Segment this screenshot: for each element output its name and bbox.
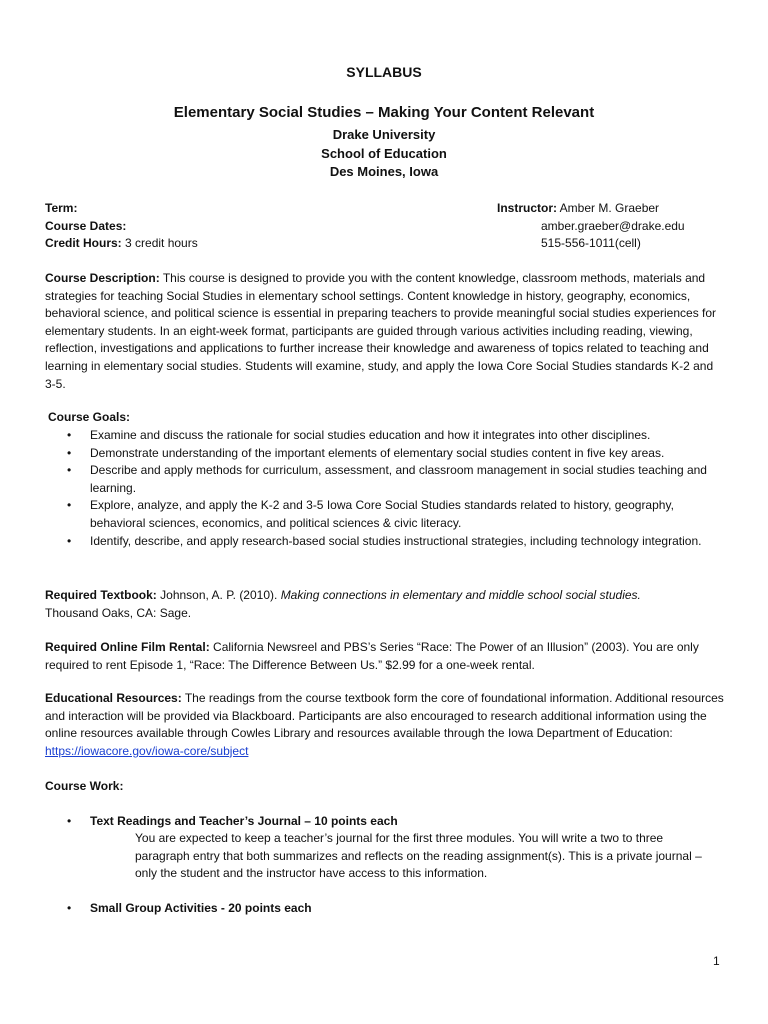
course-goals-list: [45, 427, 725, 550]
resources-text: The readings from the course textbook form the core of foundational information. Additional resources and interaction will be provided via Blackboard. Participants are also encouraged to research additional information using the online resources available through Cowles Library and resources available through the Iowa Department of Education:: [45, 691, 724, 741]
bullet-icon: •: [67, 498, 72, 513]
textbook-citation: Johnson, A. P. (2010).: [160, 588, 278, 602]
goal-text: Explore, analyze, and apply the K-2 and 3-5 Iowa Core Social Studies standards related to history, geography, behavioral sciences, economics, and political sciences & civic literacy.: [90, 498, 674, 530]
textbook-title: Making connections in elementary and middle school social studies.: [280, 588, 641, 602]
textbook-label: Required Textbook:: [45, 588, 157, 602]
textbook-publisher: Thousand Oaks, CA: Sage.: [45, 605, 192, 620]
coursework-item-journal: Text Readings and Teacher’s Journal – 10 points each: [90, 814, 398, 828]
list-item: [45, 462, 725, 497]
instructor-name: Amber M. Graeber: [559, 201, 660, 215]
syllabus-heading: SYLLABUS: [346, 64, 422, 80]
list-item: [45, 497, 725, 532]
bullet-icon: •: [67, 463, 72, 478]
course-dates-label: Course Dates:: [45, 219, 127, 233]
educational-resources: [45, 690, 725, 760]
credit-hours-value: 3 credit hours: [125, 236, 198, 250]
goal-text: Identify, describe, and apply research-based social studies instructional strategies, including technology integration.: [90, 533, 702, 548]
list-item: [45, 427, 725, 445]
bullet-icon: •: [67, 901, 72, 915]
bullet-icon: •: [67, 533, 72, 548]
list-item: [45, 533, 725, 551]
coursework-item-journal-desc: You are expected to keep a teacher’s journal for the first three modules. You will write a two to three paragraph entry that both summarizes and reflects on the reading assignment(s). This is a private journal – only the student and the instructor have access to this information.: [135, 831, 702, 881]
course-goals-label: Course Goals:: [48, 410, 131, 424]
film-text: California Newsreel and PBS’s Series “Race: The Power of an Illusion” (2003). You are only required to rent Episode 1, “Race: The Difference Between Us.” $2.99 for a one-week rental.: [45, 640, 699, 672]
school-name: School of Education: [321, 146, 447, 161]
instructor-label: Instructor:: [497, 201, 557, 215]
instructor: [497, 200, 659, 218]
instructor-phone: 515-556-1011(cell): [541, 236, 641, 250]
film-label: Required Online Film Rental:: [45, 640, 210, 654]
required-textbook: [45, 587, 725, 622]
term-label: Term:: [45, 201, 78, 215]
credit-hours: [45, 235, 198, 253]
iowa-core-link[interactable]: https://iowacore.gov/iowa-core/subject: [45, 743, 249, 758]
course-title: Elementary Social Studies – Making Your Content Relevant: [173, 104, 595, 121]
bullet-icon: •: [67, 814, 72, 828]
coursework-item-group: Small Group Activities - 20 points each: [90, 901, 312, 915]
course-description: [45, 270, 725, 393]
goal-text: Demonstrate understanding of the important elements of elementary social studies content in five key areas.: [90, 445, 665, 460]
list-item: [45, 445, 725, 463]
course-work-label: Course Work:: [45, 779, 124, 793]
required-film: [45, 639, 725, 674]
bullet-icon: •: [67, 428, 72, 442]
course-description-label: Course Description:: [45, 271, 160, 285]
page-number: 1: [713, 954, 720, 968]
university-name: Drake University: [332, 127, 436, 142]
goal-text: Examine and discuss the rationale for social studies education and how it integrates into other disciplines.: [90, 428, 651, 442]
bullet-icon: •: [67, 445, 72, 460]
course-description-text: This course is designed to provide you with the content knowledge, classroom methods, materials and strategies for teaching Social Studies in elementary school settings. Content knowledge in history, geography, economics, behavioral science, and political science is essential in preparing teachers to provide meaningful social studies experiences for elementary students. In an eight-week format, participants are guided through various activities including reading, viewing, reflection, investigations and applications to further increase their knowledge and awareness of topics related to teaching and learning in elementary social studies. Students will examine, study, and apply the Iowa Core Social Studies standards K-2 and 3-5.: [45, 271, 717, 391]
goal-text: Describe and apply methods for curriculum, assessment, and classroom management in social studies teaching and learning.: [90, 463, 707, 495]
credit-hours-label: Credit Hours:: [45, 236, 122, 250]
resources-label: Educational Resources:: [45, 691, 182, 705]
instructor-email: amber.graeber@drake.edu: [541, 219, 685, 233]
location: Des Moines, Iowa: [329, 164, 439, 179]
